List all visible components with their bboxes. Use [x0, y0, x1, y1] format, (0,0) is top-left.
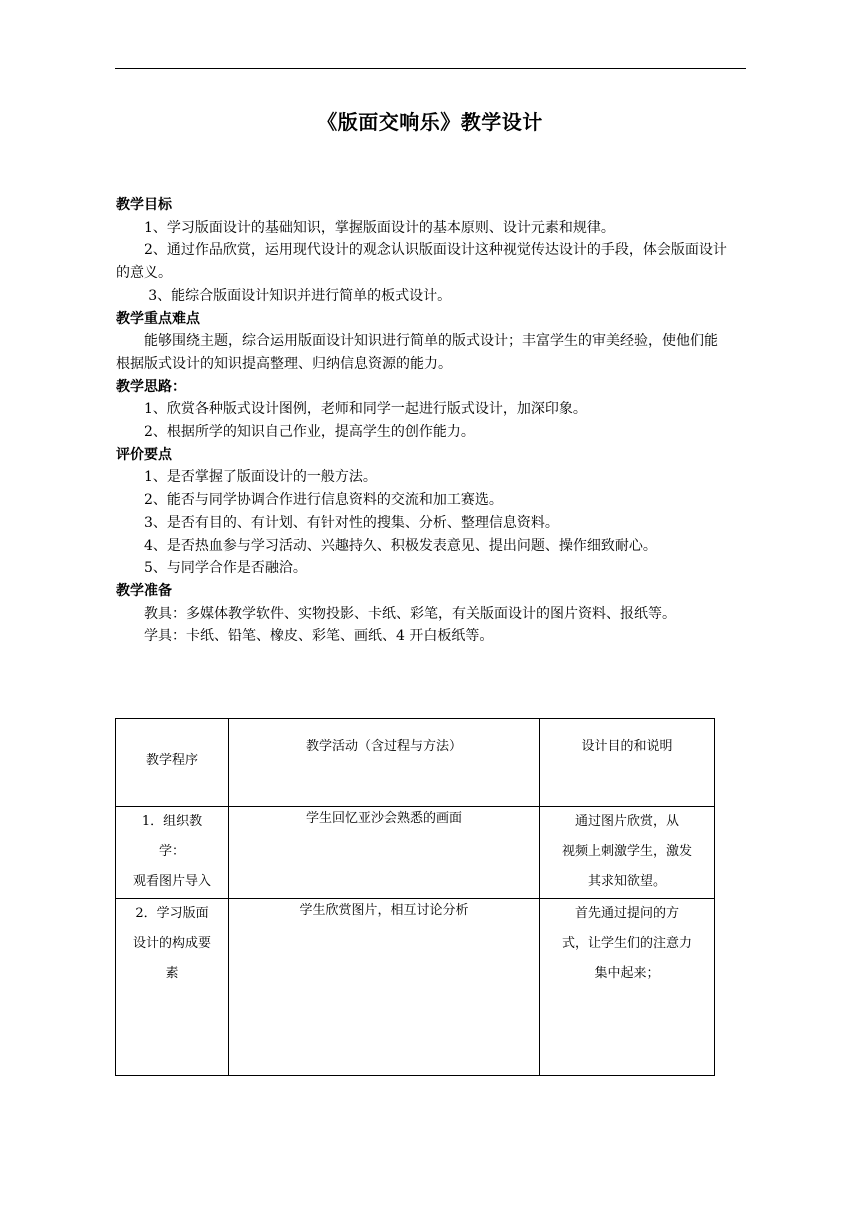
preparation-paragraph: 教具：多媒体教学软件、实物投影、卡纸、彩笔，有关版面设计的图片资料、报纸等。 — [144, 605, 676, 622]
step-line: 素 — [165, 966, 179, 981]
evaluation-paragraph: 2、能否与同学协调合作进行信息资料的交流和加工赛选。 — [144, 492, 503, 509]
table-row — [116, 807, 715, 899]
purpose-line: 集中起来； — [594, 966, 660, 981]
step-line: 设计的构成要 — [132, 936, 211, 951]
section-heading-preparation: 教学准备 — [116, 582, 172, 599]
purpose-line: 其求知欲望。 — [587, 874, 666, 889]
activity-cell: 学生欣赏图片，相互讨论分析 — [229, 899, 540, 1076]
table-header-cell: 设计目的和说明 — [540, 719, 715, 807]
table-header-cell: 教学程序 — [116, 719, 229, 807]
objective-paragraph: 3、能综合版面设计知识并进行简单的板式设计。 — [148, 287, 452, 304]
purpose-cell — [540, 899, 715, 1076]
header-rule — [115, 68, 746, 69]
objective-paragraph: 2、通过作品欣赏，运用现代设计的观念认识版面设计这种视觉传达设计的手段，体会版面设计的意义。 — [116, 242, 727, 282]
step-line: 2．学习版面 — [135, 906, 209, 921]
lesson-plan-table — [115, 718, 715, 1076]
step-cell — [116, 807, 229, 899]
step-line: 观看图片导入 — [132, 874, 211, 889]
approach-paragraph: 2、根据所学的知识自己作业，提高学生的创作能力。 — [144, 424, 475, 441]
table-header-cell: 教学活动（含过程与方法） — [229, 719, 540, 807]
evaluation-paragraph: 1、是否掌握了版面设计的一般方法。 — [144, 469, 377, 486]
step-cell — [116, 899, 229, 1076]
evaluation-paragraph: 5、与同学合作是否融洽。 — [144, 560, 307, 577]
purpose-cell — [540, 807, 715, 899]
objective-paragraph: 1、学习版面设计的基础知识，掌握版面设计的基本原则、设计元素和规律。 — [144, 219, 615, 236]
document-body — [116, 194, 730, 648]
purpose-line: 视频上刺激学生，激发 — [561, 844, 692, 859]
section-heading-approach: 教学思路： — [116, 378, 186, 395]
document-title: 《版面交响乐》教学设计 — [317, 110, 543, 134]
section-heading-key-points: 教学重点难点 — [116, 310, 200, 327]
step-line: 1．组织教 — [141, 814, 203, 829]
step-line: 学： — [158, 844, 185, 859]
key-points-paragraph: 能够围绕主题，综合运用版面设计知识进行简单的版式设计；丰富学生的审美经验，使他们能根据版式设计的知识提高整理、归纳信息资源的能力。 — [116, 333, 718, 372]
approach-paragraph: 1、欣赏各种版式设计图例，老师和同学一起进行版式设计，加深印象。 — [144, 401, 587, 418]
evaluation-paragraph: 3、是否有目的、有计划、有针对性的搜集、分析、整理信息资料。 — [144, 514, 559, 531]
preparation-paragraph: 学具：卡纸、铅笔、橡皮、彩笔、画纸、4 开白板纸等。 — [144, 628, 494, 645]
table-row — [116, 899, 715, 1076]
purpose-line: 首先通过提问的方 — [574, 906, 679, 921]
table-header-row — [116, 719, 715, 807]
purpose-line: 通过图片欣赏，从 — [574, 814, 679, 829]
purpose-line: 式，让学生们的注意力 — [561, 936, 692, 951]
evaluation-paragraph: 4、是否热血参与学习活动、兴趣持久、积极发表意见、提出问题、操作细致耐心。 — [144, 537, 657, 554]
section-heading-evaluation: 评价要点 — [116, 446, 172, 463]
section-heading-objectives: 教学目标 — [116, 197, 172, 213]
activity-cell: 学生回忆亚沙会熟悉的画面 — [229, 807, 540, 899]
